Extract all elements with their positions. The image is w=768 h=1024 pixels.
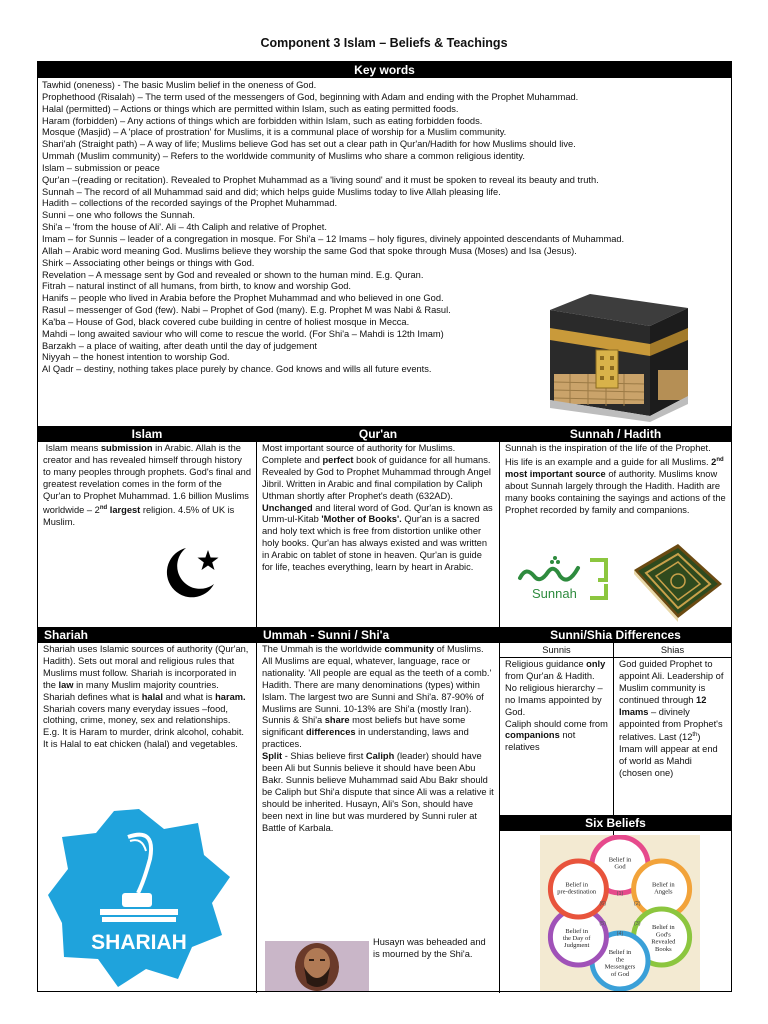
key-word-item: Shi'a – 'from the house of Ali'. Ali – 4th Caliph and relative of Prophet. (42, 222, 327, 233)
key-word-item: Shari'ah (Straight path) – A way of life; Muslims believe God has set out a clear path in Qur'an/Hadith for how Muslims should live. (42, 139, 576, 150)
key-word-item: Ka'ba – House of God, black covered cube building in centre of holiest mosque in Mecca. (42, 316, 410, 327)
six-beliefs-heading: Six Beliefs (500, 815, 731, 831)
belief-label: Belief in God's Revealed Books (651, 924, 676, 953)
page-title: Component 3 Islam – Beliefs & Teachings (260, 36, 508, 50)
shias-column-header: Shias (660, 645, 685, 655)
belief-number: (2) (633, 901, 641, 907)
key-word-item: Revelation – A message sent by God and revealed or shown to the human mind. E.g. Quran. (42, 269, 424, 280)
islam-section (38, 426, 256, 627)
shariah-heading: Shariah (38, 627, 256, 643)
shariah-section (38, 627, 256, 993)
sunnah-heading: Sunnah / Hadith (500, 426, 731, 442)
sunnah-logo-text: Sunnah (532, 586, 577, 601)
key-word-item: Tawhid (oneness) - The basic Muslim belief in the oneness of God. (42, 80, 317, 90)
ummah-heading: Ummah - Sunni / Shi'a (257, 627, 499, 643)
belief-number: (3) (633, 921, 641, 927)
quran-section (257, 426, 499, 627)
key-word-item: Sunnah – The record of all Muhammad said and did; which helps guide Muslims today to live Allah pleasing life. (42, 186, 501, 197)
key-word-item: Sunni – one who follows the Sunnah. (42, 210, 195, 221)
key-word-item: Fitrah – natural instinct of all humans, from birth, to know and worship God. (42, 281, 352, 292)
key-word-item: Imam – for Sunnis – leader of a congregation in mosque. For Shi'a – 12 Imams – holy figures, divinely appointed descendants of Muhammad. (42, 233, 625, 244)
belief-number: (6) (599, 901, 607, 907)
belief-label: Belief in God (608, 856, 632, 871)
shariah-example: E.g. It is Haram to murder, drink alcohol, cohabit. It is Halal to eat chicken (halal) and vegetables. (43, 727, 245, 750)
belief-number: (5) (599, 921, 607, 927)
quran-heading: Qur'an (257, 426, 499, 442)
key-word-item: Halal (permitted) – Actions or things which are permitted within Islam, such as eating permitted foods. (42, 103, 459, 114)
sunni-beliefs-text: Religious guidance only from Qur'an & Hadith. No religious hierarchy – no Imams appointed by God. Caliph should come from companions not relatives (505, 659, 608, 753)
key-word-item: Shirk – Associating other beings or things with God. (42, 257, 255, 268)
key-word-item: Hadith – collections of the recorded sayings of the Prophet Muhammad. (42, 198, 338, 209)
key-word-item: Al Qadr – destiny, nothing takes place purely by chance. God knows and wills all future events. (42, 364, 432, 375)
sunnah-text: Sunnah is the inspiration of the life of the Prophet. His life is an example and a guide for all Muslims. 2nd most important source of authority. Muslims know about Sunnah largely through the Hadith. Hadith are many books containing the sayings and actions of the Prophet recorded by family and companions. (505, 443, 726, 515)
sunnah-section (500, 426, 731, 627)
belief-number: (4) (616, 931, 624, 937)
husayn-portrait-icon (265, 941, 369, 991)
belief-label: Belief in the Day of Judgment (562, 927, 591, 950)
key-word-item: Mosque (Masjid) – A 'place of prostration' for Muslims, it is a communal place of worship for a Muslim community. (42, 127, 507, 138)
key-word-item: Prophethood (Risalah) – The term used of the messengers of God, beginning with Adam and ending with the Prophet Muhammad. (42, 91, 579, 102)
six-beliefs-diagram (540, 835, 700, 991)
husayn-caption: Husayn was beheaded and is mourned by the Shi'a. (373, 937, 486, 959)
ummah-text: The Ummah is the worldwide community of Muslims. All Muslims are equal, whatever, language, race or nationality. 'All people are equal as the teeth of a comb.' Hadith. There are many denominations (types) within Islam. The largest two are Sunni and Shi'a. 87-90% of Muslims are Sunni. 10-13% are Shi'a (mostly Iran). Sunnis & Shi'a share most beliefs but have some significant differences in understanding, laws and practices. Split - Shias believe first Caliph (leader) should have been Ali but Sunnis believe it should have been Abu Bakr. Sunnis believe Muhammad said Abu Bakr should be Caliph but Shi'a dispute that since Ali was a relative it should be inherited. Husayn, Ali's Son, should have been next in line but was murdered by Sunni ruler at Battle of Karbala. (262, 644, 494, 833)
sunnah-logo-icon (512, 554, 612, 604)
ummah-section (257, 627, 499, 993)
shariah-logo-text: SHARIAH (91, 931, 187, 954)
key-words-heading: Key words (38, 62, 731, 78)
key-word-item: Haram (forbidden) – Any actions of things which are forbidden within Islam, such as eating forbidden foods. (42, 115, 483, 126)
key-word-item: Barzakh – a place of waiting, after death until the day of judgement (42, 340, 317, 351)
differences-heading: Sunni/Shia Differences (500, 627, 731, 643)
shia-beliefs-text: God guided Prophet to appoint Ali. Leadership of Muslim community is continued through 12 Imams – divinely appointed from Prophet's relatives. Last (12th) Imam will appear at end of world as Mahdi (chosen one) (619, 659, 724, 779)
quran-text: Most important source of authority for Muslims. Complete and perfect book of guidance for all humans. Revealed by God to Prophet Muhammad through Angel Jibril. Written in Arabic and final compilation by Caliph Uthman shortly after Prophet's death (632AD). Unchanged and literal word of God. Qur'an is known as Umm-ul-Kitab 'Mother of Books'. Qur'an is a sacred and holy text which is free from distortion unlike other holy books. Qur'an has always existed and was written in Arabic on tablet of stone in heaven. Qur'an is guide for life, teaches everything, learn by heart in Arabic. (262, 443, 493, 573)
crescent-star-icon (156, 544, 224, 600)
revision-sheet (37, 61, 732, 992)
key-word-item: Islam – submission or peace (42, 162, 160, 173)
key-word-item: Mahdi – long awaited saviour who will come to rescue the world. (For Shi'a – Mahdi is 12th Imam) (42, 328, 444, 339)
belief-number: (1) (616, 891, 624, 897)
key-word-item: Qur'an –(reading or recitation). Revealed to Prophet Muhammad as a 'living sound' and it must be spoken to reveal its beauty and truth. (42, 174, 599, 185)
belief-label: Belief in the Messengers of God (604, 949, 636, 978)
quran-book-icon (630, 540, 726, 622)
belief-label: Belief in Angels (652, 881, 675, 896)
key-word-item: Ummah (Muslim community) – Refers to the worldwide community of Muslims who share a common religious identity. (42, 151, 525, 162)
six-beliefs-section (500, 815, 731, 993)
shariah-logo-icon (46, 807, 232, 989)
key-word-item: Hanifs – people who lived in Arabia before the Prophet Muhammad and who believed in one God. (42, 293, 444, 304)
key-word-item: Allah – Arabic word meaning God. Muslims believe they worship the same God that spoke through Musa (Moses) and Isa (Jesus). (42, 245, 577, 256)
key-words-section (38, 62, 731, 427)
belief-label: Belief in pre-destination (557, 881, 597, 896)
islam-heading: Islam (38, 426, 256, 442)
key-word-item: Niyyah – the honest intention to worship God. (42, 352, 230, 363)
islam-text: Islam means submission in Arabic. Allah is the creator and has revealed himself through history to many peoples through prophets. God's final and greatest revelation comes in the form of the Qur'an to Prophet Muhammad. 1.6 billion Muslims worldwide – 2nd largest religion. 4.5% of UK is Muslim. (43, 443, 251, 527)
key-word-item: Rasul – messenger of God (few). Nabi – Prophet of God (many). E.g. Prophet M was Nabi & Rasul. (42, 305, 451, 316)
sunnis-column-header: Sunnis (542, 645, 571, 655)
kaaba-icon (540, 288, 690, 422)
shariah-text: Shariah uses Islamic sources of authority (Qur'an, Hadith). Sets out moral and religious rules that Muslims must follow. Shariah is incorporated in the law in many Muslim majority countries. Shariah defines what is halal and what is haram. Shariah covers many everyday issues –food, clothing, crime, money, sex and relationships. E.g. It is Haram to murder, drink alcohol, cohabit. It is Halal to eat chicken (halal) and vegetables. (43, 644, 249, 750)
